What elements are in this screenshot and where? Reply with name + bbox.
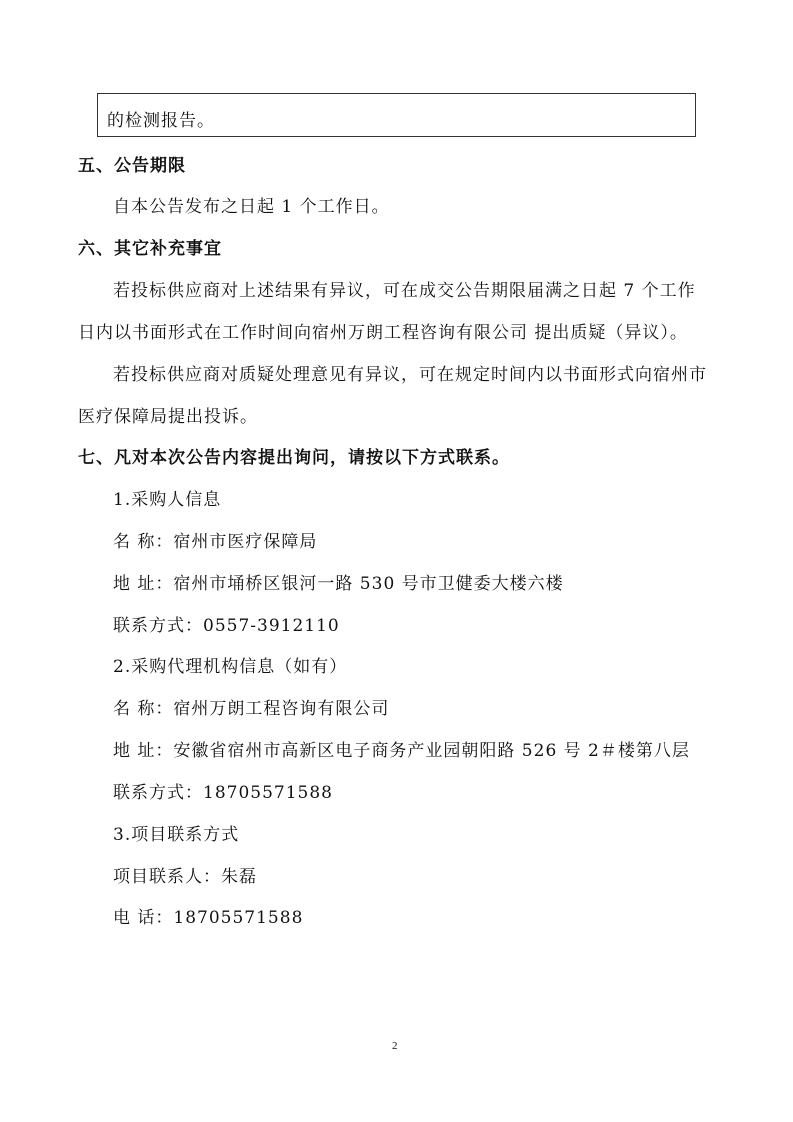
boxed-fragment-text: 的检测报告。 xyxy=(107,111,215,131)
agency-info-title: 2.采购代理机构信息（如有） xyxy=(113,657,348,677)
project-contact-person: 项目联系人：朱磊 xyxy=(113,867,257,887)
project-contact-phone: 电 话：18705571588 xyxy=(113,908,304,928)
agency-contact: 联系方式：18705571588 xyxy=(113,783,333,803)
purchaser-address: 地 址：宿州市埇桥区银河一路 530 号市卫健委大楼六楼 xyxy=(113,574,564,594)
purchaser-contact: 联系方式：0557-3912110 xyxy=(113,616,340,636)
purchaser-info-title: 1.采购人信息 xyxy=(113,490,222,510)
section-6-paragraph-1-line-2: 日内以书面形式在工作时间向宿州万朗工程咨询有限公司 提出质疑（异议）。 xyxy=(78,323,688,343)
section-5-body: 自本公告发布之日起 1 个工作日。 xyxy=(113,197,390,217)
section-6-paragraph-2-line-2: 医疗保障局提出投诉。 xyxy=(78,407,258,427)
section-7-heading: 七、凡对本次公告内容提出询问，请按以下方式联系。 xyxy=(78,448,510,468)
agency-address: 地 址：安徽省宿州市高新区电子商务产业园朝阳路 526 号 2＃楼第八层 xyxy=(113,741,690,761)
agency-name: 名 称：宿州万朗工程咨询有限公司 xyxy=(113,699,390,719)
section-6-paragraph-2-line-1: 若投标供应商对质疑处理意见有异议，可在规定时间内以书面形式向宿州市 xyxy=(113,365,707,385)
section-6-paragraph-1-line-1: 若投标供应商对上述结果有异议，可在成交公告期限届满之日起 7 个工作 xyxy=(113,281,696,301)
project-contact-title: 3.项目联系方式 xyxy=(113,825,240,845)
purchaser-name: 名 称：宿州市医疗保障局 xyxy=(113,532,318,552)
section-6-heading: 六、其它补充事宜 xyxy=(78,239,222,259)
section-5-heading: 五、公告期限 xyxy=(78,156,186,176)
table-cell-fragment xyxy=(97,93,696,137)
page-number: 2 xyxy=(392,1040,398,1052)
